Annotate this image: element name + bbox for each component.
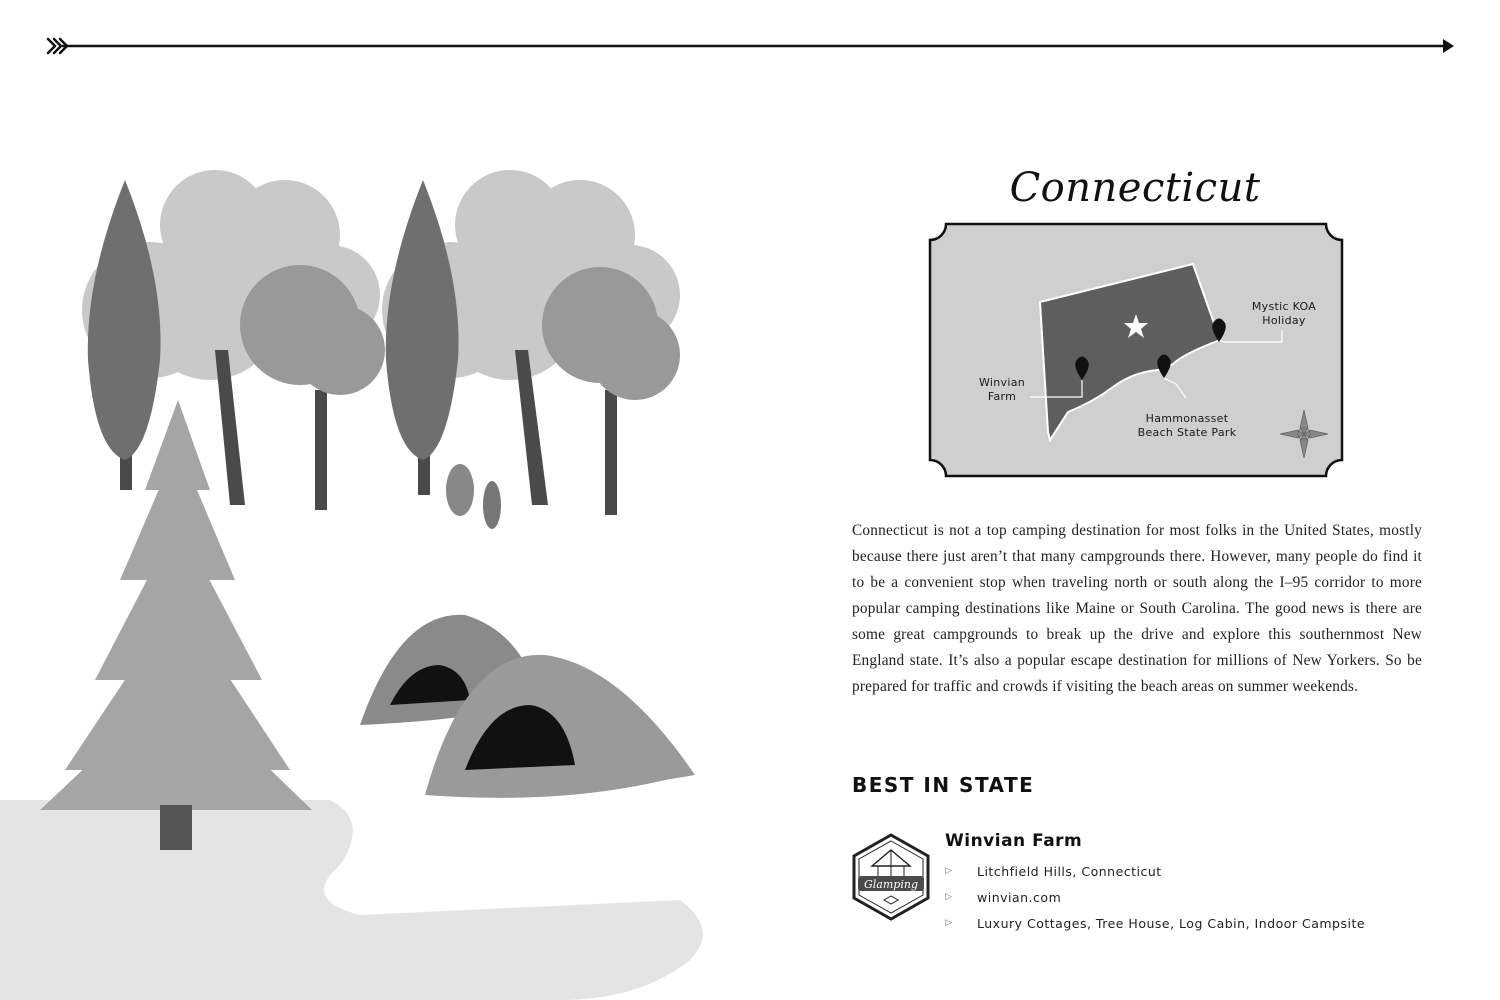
bullet-arrow-icon: ▷ [945, 918, 953, 928]
top-arrow-rule [40, 34, 1460, 58]
cypress-tree-left [88, 180, 161, 460]
bullet-arrow-icon: ▷ [945, 866, 953, 876]
intro-paragraph: Connecticut is not a top camping destination for most folks in the United States, mostly because there just aren’t that many campgrounds there. However, many people do find it to be a convenient stop when traveling north or south along the I–95 corridor to more popular camping destinations like Maine or South Carolina. The good news is there are some great campgrounds to break up the drive and explore this southernmost New England state. It’s also a popular escape destination for millions of New Yorkers. So be prepared for traffic and crowds if visiting the beach areas on summer weekends. [852, 522, 1422, 695]
location-text: Litchfield Hills, Connecticut [977, 863, 1162, 879]
map-label-hammonasset: Hammonasset Beach State Park [1137, 412, 1237, 439]
map-label-winvian: Winvian Farm [978, 376, 1026, 403]
state-name: Connecticut [1009, 165, 1261, 211]
detail-website [945, 884, 1365, 910]
map-label-mystic: Mystic KOA Holiday [1251, 300, 1317, 327]
best-in-state-heading: BEST IN STATE [852, 773, 1035, 797]
cypress-tree-right [386, 180, 459, 460]
website-text: winvian.com [977, 889, 1062, 905]
campground-name: Winvian Farm [945, 831, 1083, 851]
state-title [1000, 158, 1270, 218]
state-map [928, 222, 1344, 478]
camping-illustration [0, 160, 720, 1000]
ground-path [0, 800, 703, 1000]
detail-accommodations [945, 910, 1365, 936]
detail-location [945, 858, 1365, 884]
small-bush [483, 481, 501, 529]
bullet-arrow-icon: ▷ [945, 892, 953, 902]
pine-tree [40, 400, 312, 810]
campground-details [945, 858, 1365, 936]
glamping-badge-icon [850, 832, 932, 922]
accommodations-text: Luxury Cottages, Tree House, Log Cabin, Indoor Campsite [977, 915, 1366, 931]
badge-label: Glamping [864, 878, 918, 891]
small-bush [446, 464, 474, 516]
pine-trunk [160, 805, 192, 850]
